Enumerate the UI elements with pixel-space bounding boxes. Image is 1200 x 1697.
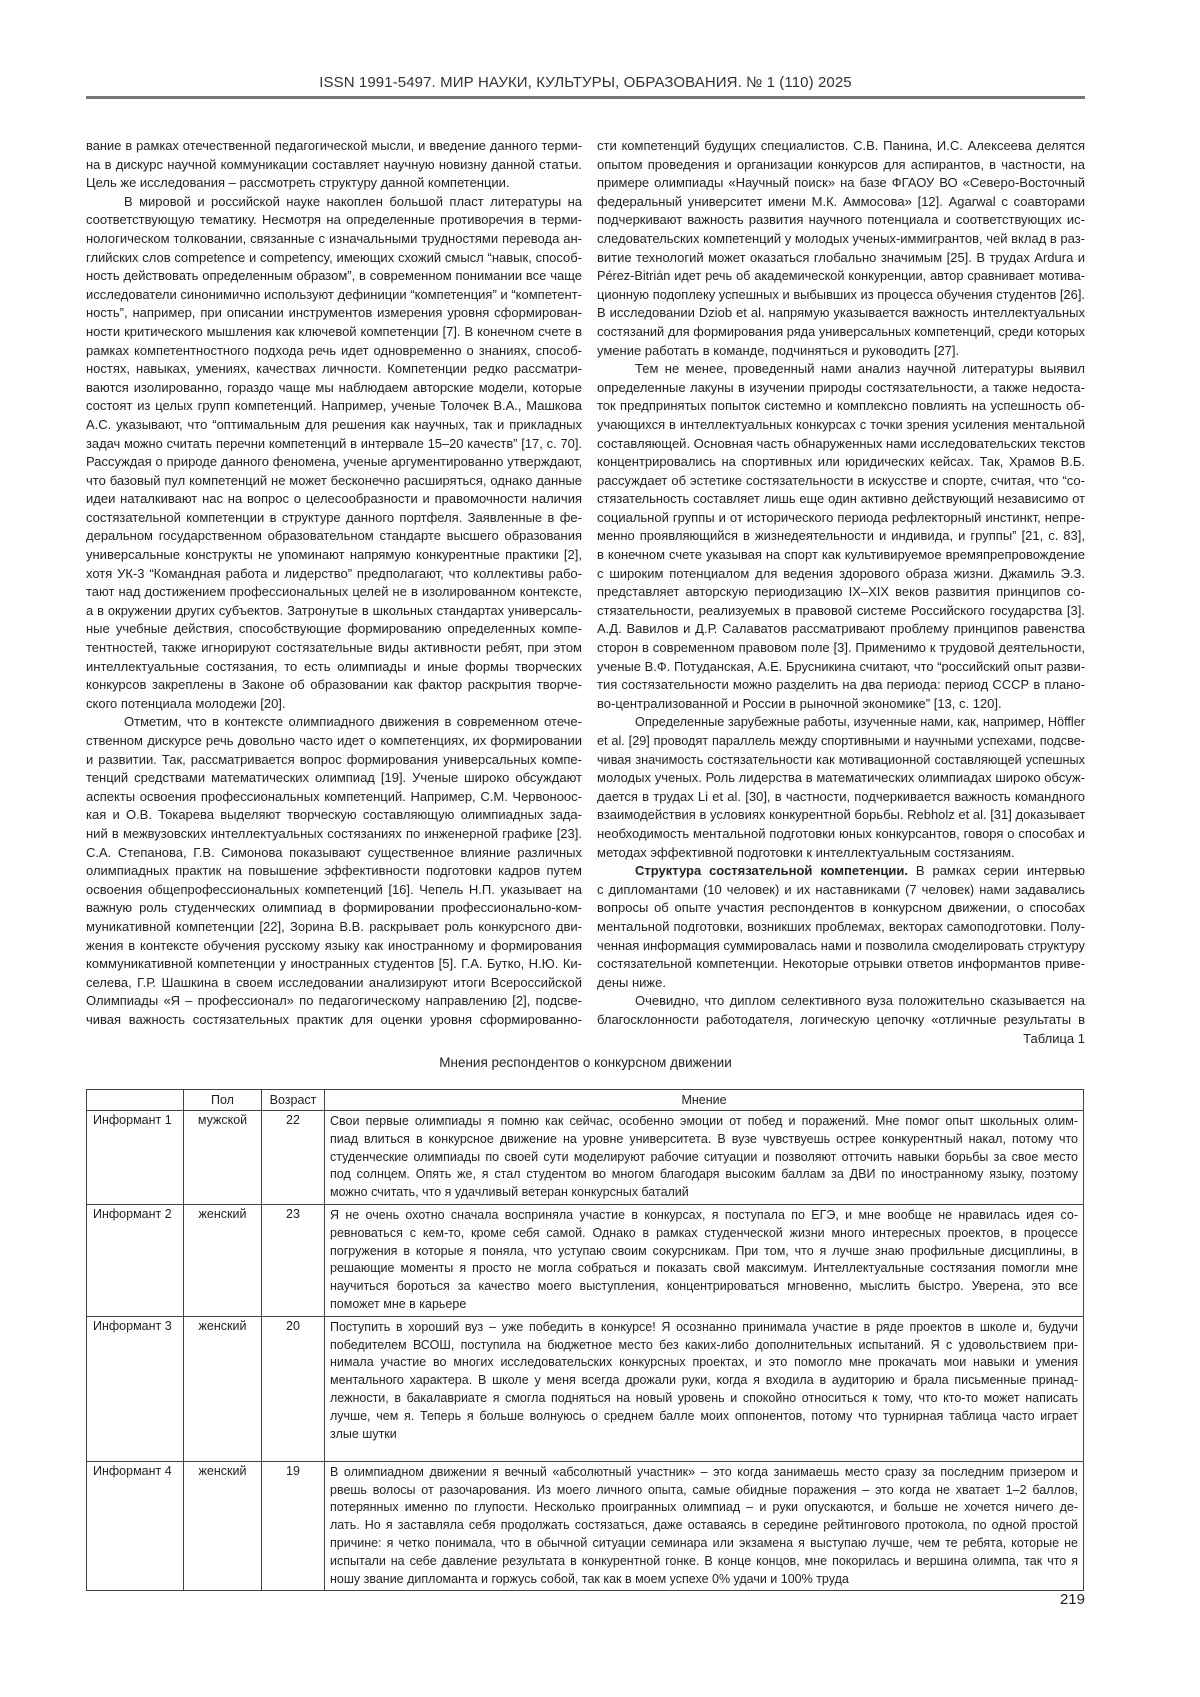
respondents-opinions-table — [86, 1089, 1084, 1591]
paragraph-line: сторон в современном правовом поле [3]. Применимо к трудовой деятельности, — [597, 639, 1085, 658]
paragraph-line: благосклонности работодателя, логическую цепочку «отличные результаты в — [597, 1011, 1085, 1030]
page-number: 219 — [1060, 1591, 1085, 1608]
paragraph-line: муникативной компетенции [22], Зорина В.В. раскрывает роль конкурсного дви- — [86, 918, 582, 937]
paragraph-line: состязательной компетенции. Некоторые отрывки ответов информантов приве- — [597, 955, 1085, 974]
table-row — [87, 1461, 1084, 1591]
gender-cell: женский — [184, 1204, 262, 1316]
informant-cell: Информант 1 — [87, 1111, 184, 1205]
paragraph-line: составляющей. Основная часть обнаруженных нами исследовательских текстов — [597, 435, 1085, 454]
paragraph-line: аспекты освоения профессиональных компетенций. Например, С.М. Червоноос- — [86, 788, 582, 807]
paragraph-line — [597, 862, 1085, 881]
paragraph-line: важную роль студенческих олимпиад в формировании профессионально-ком- — [86, 899, 582, 918]
paragraph-line: коммуникативной компетенции у иностранных студентов [5]. Г.А. Бутко, Н.Ю. Ки- — [86, 955, 582, 974]
age-cell: 19 — [262, 1461, 325, 1591]
paragraph-line: а в окружении других субъектов. Затронутые в школьных стандартах универсаль- — [86, 602, 582, 621]
paragraph-line: А.С. указывают, что “оптимальным для решения как научных, так и прикладных — [86, 416, 582, 435]
paragraph-line: Цель же исследования – рассмотреть структуру данной компетенции. — [86, 174, 582, 193]
header-age: Возраст — [262, 1090, 325, 1111]
opinion-line: ношу звание дипломанта и горжусь собой, так как в моем успехе 0% удачи и 100% труда — [330, 1571, 1078, 1589]
table-row — [87, 1316, 1084, 1461]
paragraph-line: ность”, например, при описании инструментов измерения уровня сформирован- — [86, 304, 582, 323]
opinion-line: можно считать, что я удачливый ветеран конкурсных баталий — [330, 1184, 1078, 1202]
opinion-cell — [325, 1111, 1084, 1205]
opinion-line: победителем ВСОШ, поступила на бюджетное место без каких-либо дополнительных испытаний. Я с удовольствием при- — [330, 1337, 1078, 1355]
paragraph-line: в конечном счете указывая на спорт как культивируемое времяпрепровождение — [597, 546, 1085, 565]
paragraph-line: ток предпринятых попыток системно и комплексно повлиять на успешность об- — [597, 397, 1085, 416]
paragraph-line: С.А. Степанова, Г.В. Симонова показывают существенное влияние различных — [86, 844, 582, 863]
paragraph-line: состязательной компетенции в структуре данного портфеля. Заявленные в фе- — [86, 509, 582, 528]
paragraph-line: на в дискурс научной коммуникации составляет научную новизну данной статьи. — [86, 156, 582, 175]
age-cell: 23 — [262, 1204, 325, 1316]
paragraph-line: ченная информация суммировалась нами и позволила смоделировать структуру — [597, 937, 1085, 956]
paragraph-line: с широким потенциалом для ведения здорового образа жизни. Джамиль Э.З. — [597, 565, 1085, 584]
paragraph-line: учающихся в интеллектуальных конкурсах с точки зрения усиления ментальной — [597, 416, 1085, 435]
opinion-line: рвешь волосы от разочарования. Из моего личного опыта, самые обидные поражения – это когда не хватает 1–2 баллов, — [330, 1482, 1078, 1500]
paragraph-line: ности критического мышления как ключевой компетенции [7]. В конечном счете в — [86, 323, 582, 342]
paragraph-line: чивая важность состязательных практик для оценки уровня сформированно- — [86, 1011, 582, 1030]
paragraph-line: нологическом толковании, связанные с изначальными трудностями перевода ан- — [86, 230, 582, 249]
paragraph-line: ственном дискурсе речь довольно часто идет о компетенциях, их формировании — [86, 732, 582, 751]
paragraph-line: что базовый пул компетенций не может бесконечно расширяться, однако данные — [86, 472, 582, 491]
opinion-cell — [325, 1316, 1084, 1461]
paragraph-line: глийских слов competence и competency, имеющих схожий смысл “навык, способ- — [86, 249, 582, 268]
paragraph-line: дается в трудах Li et al. [30], в частности, подчеркивается важность командного — [597, 788, 1085, 807]
paragraph-line: идеи наталкивают нас на вопрос о целесообразности и правомочности наличия — [86, 490, 582, 509]
opinion-line: ревноваться с кем-то, кроме себя самой. Однако в рамках студенческой жизни много интересных проектов, в процессе — [330, 1225, 1078, 1243]
paragraph-line: универсальные конструкты не упоминают напрямую конкурентные практики [2], — [86, 546, 582, 565]
paragraph-line: стязательности, реализуемых в правовой системе Российского государства [3]. — [597, 602, 1085, 621]
header-rule — [86, 96, 1085, 99]
paragraph-line: освоения общепрофессиональных компетенций [16]. Чепель Н.П. указывает на — [86, 881, 582, 900]
paragraph-line: во-централизованной и России в рыночной экономике” [13, с. 120]. — [597, 695, 1085, 714]
table-header-row — [87, 1090, 1084, 1111]
header-informant — [87, 1090, 184, 1111]
opinion-line: В олимпиадном движении я вечный «абсолютный участник» – это когда занимаешь место сразу за последним призером и — [330, 1464, 1078, 1482]
paragraph-line: селева, Г.Р. Шашкина в своем исследовании анализируют итоги Всероссийской — [86, 974, 582, 993]
header-gender: Пол — [184, 1090, 262, 1111]
section-heading: Структура состязательной компетенции. — [635, 863, 908, 878]
text-column-left — [86, 137, 582, 1030]
paragraph-line: Очевидно, что диплом селективного вуза положительно сказывается на — [597, 992, 1085, 1011]
paragraph-line: олимпиадных практик на повышение эффективности подготовки кадров путем — [86, 862, 582, 881]
paragraph-line: кая и О.В. Токарева выделяют творческую составляющую олимпиадных зада- — [86, 806, 582, 825]
paragraph-line: ученые В.Ф. Потуданская, А.Е. Брусникина считают, что “российский опыт разви- — [597, 658, 1085, 677]
table-label: Таблица 1 — [1023, 1031, 1085, 1046]
paragraph-line: витие технологий может оказаться глобально значимым [25]. В трудах Ardura и — [597, 249, 1085, 268]
opinion-cell — [325, 1461, 1084, 1591]
paragraph-line: исследователи синонимично используют дефиниции “компетенция” и “компетент- — [86, 286, 582, 305]
paragraph-line: Отметим, что в контексте олимпиадного движения в современном отече- — [86, 713, 582, 732]
paragraph-line: В исследовании Dziob et al. напрямую указывается важность интеллектуальных — [597, 304, 1085, 323]
gender-cell: женский — [184, 1316, 262, 1461]
paragraph-line: примере олимпиады «Научный поиск» на базе ФГАОУ ВО «Северо-Восточный — [597, 174, 1085, 193]
paragraph-line: соответствующую тематику. Несмотря на определенные противоречия в терми- — [86, 211, 582, 230]
paragraph-line: ментальной подготовки, возникших проблемах, векторах самоподготовки. Полу- — [597, 918, 1085, 937]
paragraph-line: тенций средствами математических олимпиад [19]. Ученые широко обсуждают — [86, 769, 582, 788]
paragraph-line: следовательских компетенций у молодых ученых-иммигрантов, чей вклад в раз- — [597, 230, 1085, 249]
paragraph-line: ционную подоплеку успешных и выбывших из процесса обучения студентов [26]. — [597, 286, 1085, 305]
paragraph-line: В мировой и российской науке накоплен большой пласт литературы на — [86, 193, 582, 212]
opinion-line: поможет мне в карьере — [330, 1296, 1078, 1314]
opinion-line: научиться бороться за качество моего выступления, концентрироваться мгновенно, мыслить быстро. Уверена, это все — [330, 1278, 1078, 1296]
paragraph-line: ваются изолированно, гораздо чаще мы наблюдаем авторские модели, которые — [86, 379, 582, 398]
opinion-line: студенческие олимпиады по своей сути моделируют рабочие ситуации и позволяют отточить навыки борьбы за свое место — [330, 1149, 1078, 1167]
paragraph-line: состоят из целых групп компетенций. Например, ученые Толочек В.А., Машкова — [86, 397, 582, 416]
paragraph-line: ные учебные действия, способствующие формированию определенных компе- — [86, 620, 582, 639]
opinion-line: нимала участие во многих исследовательских конкурсных проектах, и это помогло мне прокачать мои навыки и умения — [330, 1354, 1078, 1372]
table-row — [87, 1111, 1084, 1205]
paragraph-line: тают над достижением профессиональных целей не в изолированном контексте, — [86, 583, 582, 602]
informant-cell: Информант 3 — [87, 1316, 184, 1461]
opinion-cell — [325, 1204, 1084, 1316]
paragraph-line: рассуждает об эстетике состязательности в искусстве и спорте, считая, что “со- — [597, 472, 1085, 491]
opinion-line: погружения в которые я поняла, что уступаю своим сокурсникам. При том, что я лучше знаю профильные дисциплины, в — [330, 1243, 1078, 1261]
journal-running-header: ISSN 1991-5497. МИР НАУКИ, КУЛЬТУРЫ, ОБРАЗОВАНИЯ. № 1 (110) 2025 — [86, 74, 1085, 91]
paragraph-line: стязательность составляет лишь еще один активно действующий независимо от — [597, 490, 1085, 509]
gender-cell: женский — [184, 1461, 262, 1591]
paragraph-line: определенные лакуны в изучении природы состязательности, а также недоста- — [597, 379, 1085, 398]
paragraph-line: Pérez-Bitrián идет речь об академической конкуренции, автор сравнивает мотива- — [597, 267, 1085, 286]
opinion-line: Я не очень охотно сначала восприняла участие в конкурсах, я поступала по ЕГЭ, и мне вообще не нравилась идея со- — [330, 1207, 1078, 1225]
paragraph-line: ность действовать определенным образом”, в современном понимании все чаще — [86, 267, 582, 286]
paragraph-line: et al. [29] проводят параллель между спортивными и научными успехами, подсве- — [597, 732, 1085, 751]
informant-cell: Информант 4 — [87, 1461, 184, 1591]
text-column-right — [597, 137, 1085, 1030]
paragraph-line: вопросы об опыте участия респондентов в конкурсном движении, о способах — [597, 899, 1085, 918]
paragraph-line: ностях, навыках, умениях, качествах личности. Компетенции редко рассматри- — [86, 360, 582, 379]
table-title: Мнения респондентов о конкурсном движении — [86, 1055, 1085, 1070]
paragraph-line: необходимость ментальной подготовки юных конкурсантов, говоря о способах и — [597, 825, 1085, 844]
opinion-line: решающие моменты я просто не могла собраться и показать свой максимум. Интеллектуальные состязания помогли мне — [330, 1260, 1078, 1278]
paragraph-line: деральном государственном образовательном стандарте высшего образования — [86, 527, 582, 546]
header-opinion: Мнение — [325, 1090, 1084, 1111]
opinion-line: потерянных именно по глупости. Несколько проигранных олимпиад – и руки опускаются, и больше не хочется ничего де- — [330, 1499, 1078, 1517]
opinion-line: лежности, в бакалавриате я смогла подняться на новый уровень и спокойно относиться к тому, что кто-то может написать — [330, 1390, 1078, 1408]
paragraph-line: чивая значимость состязательности как мотивационной составляющей успешных — [597, 751, 1085, 770]
paragraph-line: ского потенциала молодежи [20]. — [86, 695, 582, 714]
paragraph-line: федеральный университет имени М.К. Аммосова» [12]. Agarwal с соавторами — [597, 193, 1085, 212]
opinion-line: Поступить в хороший вуз – уже победить в конкурсе! Я осознанно принимала участие в ряде проектов в школе и, будучи — [330, 1319, 1078, 1337]
paragraph-line: менно проявляющийся в жизнедеятельности и индивида, и группы” [21, с. 83], — [597, 527, 1085, 546]
paragraph-line: Тем не менее, проведенный нами анализ научной литературы выявил — [597, 360, 1085, 379]
paragraph-text: В рамках серии интервью — [916, 863, 1085, 878]
opinion-line: ментального характера. В школе у меня всегда дрожали руки, когда я входила в аудиторию и брала письменные принад- — [330, 1372, 1078, 1390]
paragraph-line: конкурсов закреплены в Законе об образовании как фактор раскрытия творче- — [86, 676, 582, 695]
table-row — [87, 1204, 1084, 1316]
paragraph-line: представляет авторскую периодизацию IX–XIX веков развития принципов со- — [597, 583, 1085, 602]
paragraph-line: Рассуждая о природе данного феномена, ученые аргументированно утверждают, — [86, 453, 582, 472]
opinion-line: под солнцем. Опять же, я стал студентом во многом благодаря высоким баллам за ДВИ по иностранному языку, поэтому — [330, 1166, 1078, 1184]
paragraph-line: молодых ученых. Роль лидерства в математических олимпиадах широко обсуж- — [597, 769, 1085, 788]
opinion-line: лучше, чем я. Теперь я больше волнуюсь о среднем балле моих оппонентов, потому что турнирная таблица часто играет — [330, 1408, 1078, 1426]
paragraph-line: интеллектуальные состязания, то есть олимпиады и иные формы творческих — [86, 658, 582, 677]
paragraph-line: А.Д. Вавилов и Д.Р. Салаватов рассматривают проблему принципов равенства — [597, 620, 1085, 639]
paragraph-line: тия состязательности можно разделить на два периода: период СССР в плано- — [597, 676, 1085, 695]
opinion-line: пиад влиться в конкурсное движение на уровне университета. В вузе чувствуешь острее конкурентный накал, потому что — [330, 1131, 1078, 1149]
paragraph-line: социальной группы и от исторического периода рефлекторный инстинкт, непре- — [597, 509, 1085, 528]
opinion-line: Свои первые олимпиады я помню как сейчас, особенно эмоции от побед и поражений. Мне помог опыт школьных олим- — [330, 1113, 1078, 1131]
opinion-line: злые шутки — [330, 1426, 1078, 1444]
paragraph-line: подчеркивают важность развития научного потенциала и соответствующих ис- — [597, 211, 1085, 230]
paragraph-line: хотя УК-3 “Командная работа и лидерство” предполагают, что коллективы рабо- — [86, 565, 582, 584]
paragraph-line: Определенные зарубежные работы, изученные нами, как, например, Höffler — [597, 713, 1085, 732]
age-cell: 22 — [262, 1111, 325, 1205]
paragraph-line: жения в контексте обучения русскому языку как иностранному и формирования — [86, 937, 582, 956]
paragraph-line: с дипломантами (10 человек) и их наставниками (7 человек) нами задавались — [597, 881, 1085, 900]
paragraph-line: состязаний для формирования ряда универсальных компетенций, среди которых — [597, 323, 1085, 342]
age-cell: 20 — [262, 1316, 325, 1461]
paragraph-line: вание в рамках отечественной педагогической мысли, и введение данного терми- — [86, 137, 582, 156]
opinion-line: лать. Но я заставляла себя продолжать состязаться, даже оставаясь в середине рейтингового протокола, по одной простой — [330, 1517, 1078, 1535]
paragraph-line: умение работать в команде, подчиняться и руководить [27]. — [597, 342, 1085, 361]
paragraph-line: сти компетенций будущих специалистов. С.В. Панина, И.С. Алексеева делятся — [597, 137, 1085, 156]
gender-cell: мужской — [184, 1111, 262, 1205]
paragraph-line: методах эффективной подготовки к интеллектуальным состязаниям. — [597, 844, 1085, 863]
paragraph-line: концентрировались на спортивных или юридических кейсах. Так, Храмов В.Б. — [597, 453, 1085, 472]
paragraph-line: дены ниже. — [597, 974, 1085, 993]
paragraph-line: задач можно считать перечни компетенций в интервале 15–20 качеств” [17, с. 70]. — [86, 435, 582, 454]
paragraph-line: рамках компетентностного подхода речь идет одновременно о знаниях, способ- — [86, 342, 582, 361]
informant-cell: Информант 2 — [87, 1204, 184, 1316]
paragraph-line: и развитии. Так, рассматривается вопрос формирования универсальных компе- — [86, 751, 582, 770]
paragraph-line: тентностей, также игнорируют состязательные виды активности ребят, при этом — [86, 639, 582, 658]
opinion-line: испытали на себе давление результата в конкурентной гонке. В конце концов, мне покорилась и вершина олимпа, так что я — [330, 1553, 1078, 1571]
paragraph-line: опытом проведения и организации конкурсов для аспирантов, в частности, на — [597, 156, 1085, 175]
paragraph-line: ний в межвузовских интеллектуальных состязаниях по инженерной графике [23]. — [86, 825, 582, 844]
paragraph-line: Олимпиады «Я – профессионал» по педагогическому направлению [2], подсве- — [86, 992, 582, 1011]
opinion-line: причине: я четко понимала, что в обычной ситуации семинара или экзамена я выступаю лучше, чем те ребята, которые не — [330, 1535, 1078, 1553]
paragraph-line: взаимодействия в условиях конкурентной борьбы. Rebholz et al. [31] доказывает — [597, 806, 1085, 825]
